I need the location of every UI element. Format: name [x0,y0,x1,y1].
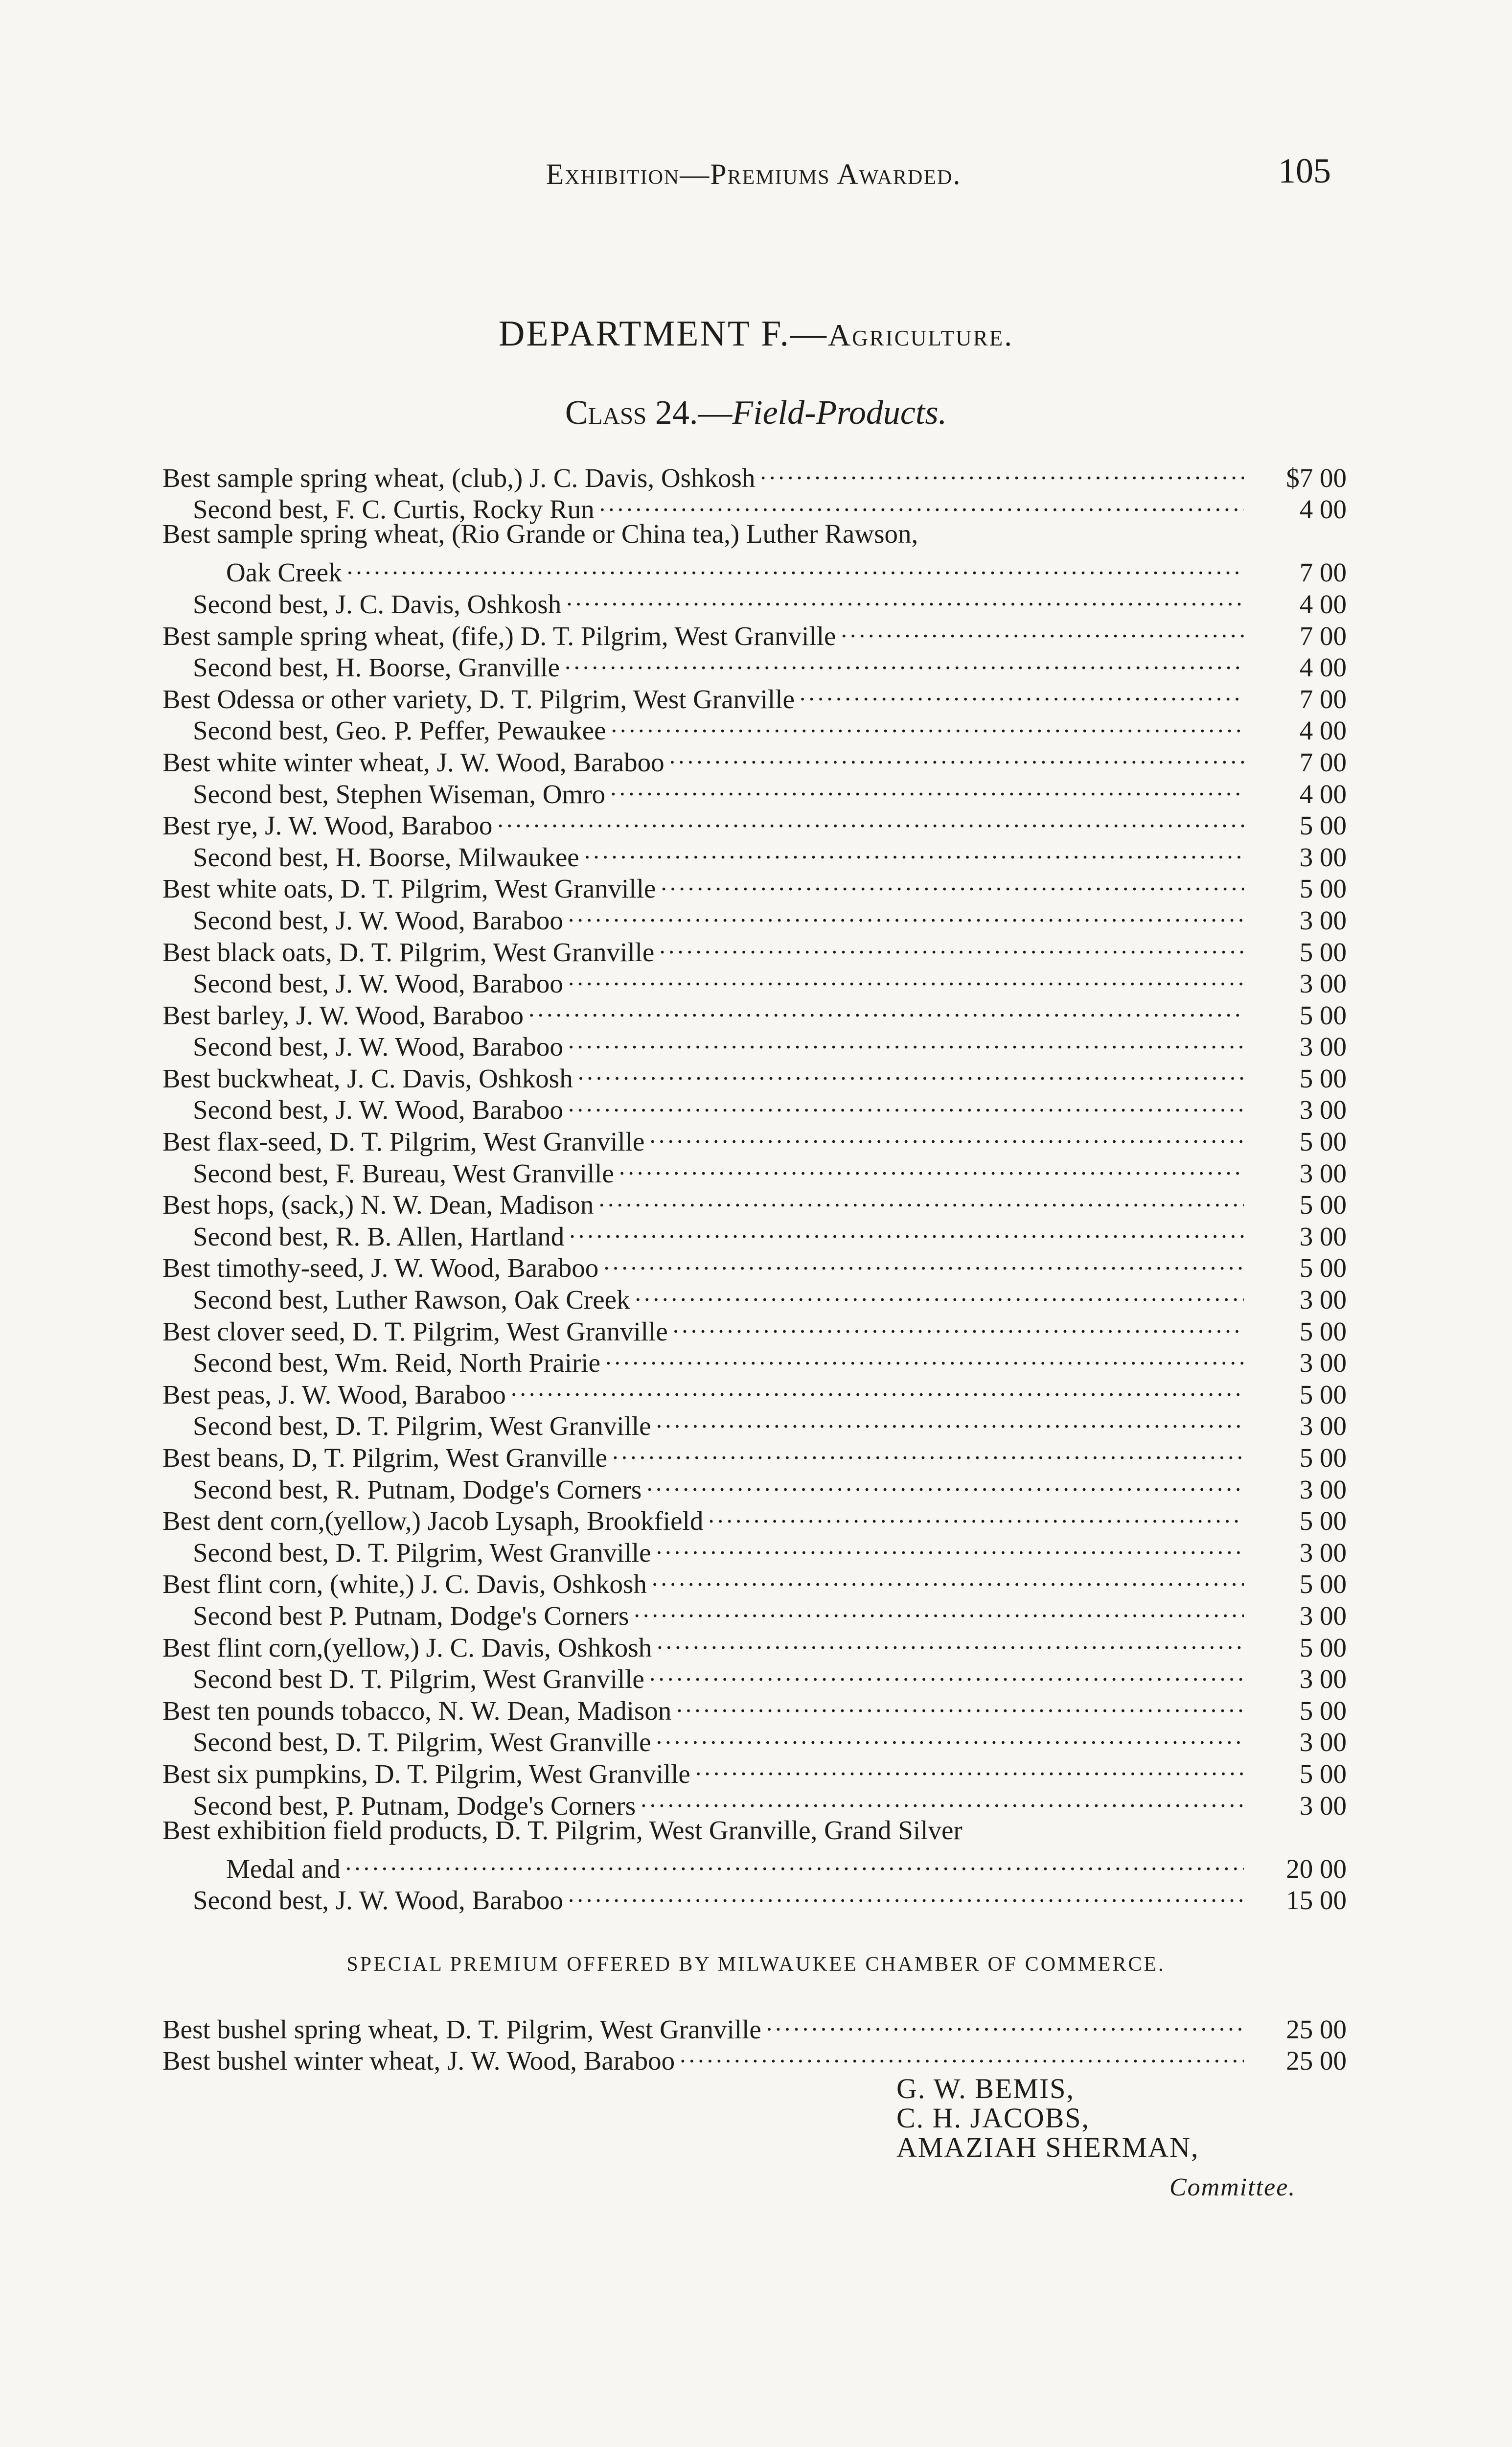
dot-leader [568,1024,1244,1056]
premium-entry [162,898,1347,935]
premium-entry [162,1878,1347,1916]
premium-entry [162,1657,1347,1694]
entry-text: Second best, J. W. Wood, Baraboo [193,969,563,999]
dot-leader [497,803,1244,835]
dot-leader [673,1309,1244,1340]
committee-member: C. H. JACOBS, [896,2102,1090,2134]
premium-entry [162,929,1347,967]
entry-amount: 20 00 [1286,1853,1347,1884]
premium-entry [162,1783,1347,1821]
dot-leader [656,1404,1244,1435]
dot-leader [634,1593,1244,1625]
premium-entry [162,1467,1347,1504]
entry-text: Second best, H. Boorse, Milwaukee [193,842,579,872]
premium-entry [162,803,1347,841]
entry-amount: 15 00 [1286,1885,1347,1916]
premium-entry [162,1815,1347,1847]
entry-amount: 4 00 [1299,779,1347,809]
entry-text: Best dent corn,(yellow,) Jacob Lysaph, Brookfield [162,1506,704,1536]
premium-entry [162,1340,1347,1378]
dot-leader [568,898,1244,929]
entry-text: Best sample spring wheat, (club,) J. C. Davis, Oshkosh [162,462,756,493]
entry-text: Best bushel spring wheat, D. T. Pilgrim, West Granville [162,2014,761,2044]
entry-amount: 4 00 [1299,716,1347,746]
entry-amount: 3 00 [1299,842,1347,872]
dot-leader [646,1467,1244,1499]
dot-leader [659,929,1244,961]
dot-leader [841,613,1244,645]
class-title [0,393,1512,433]
entry-amount: 5 00 [1299,1443,1347,1473]
entry-text: Second best, J. W. Wood, Baraboo [193,905,563,935]
entry-text: Second best, Luther Rawson, Oak Creek [193,1285,630,1315]
premium-entry [162,676,1347,714]
entry-text: Best six pumpkins, D. T. Pilgrim, West Granville [162,1758,690,1789]
premium-entry [162,1499,1347,1536]
premium-entry [162,2038,1347,2076]
entry-amount: 5 00 [1299,1000,1347,1030]
entry-text: Best sample spring wheat, (Rio Grande or China tea,) Luther Rawson, [162,519,918,549]
premium-entry [162,739,1347,777]
dot-leader [610,771,1244,803]
entry-amount: 5 00 [1299,1506,1347,1536]
dot-leader [611,708,1244,740]
entry-amount: 5 00 [1299,1569,1347,1599]
entry-text: Best sample spring wheat, (fife,) D. T. Pilgrim, West Granville [162,621,836,651]
entry-text: Second best, R. Putnam, Dodge's Corners [193,1474,642,1504]
entry-text: Best peas, J. W. Wood, Baraboo [162,1379,506,1409]
dot-leader [603,1246,1244,1277]
premium-entry [162,1056,1347,1093]
dot-leader [635,1277,1244,1309]
premium-entry [162,1688,1347,1726]
entry-amount: 4 00 [1299,589,1347,619]
premium-entry [162,487,1347,525]
dot-leader [676,1688,1244,1720]
entry-amount: 5 00 [1299,1632,1347,1662]
entry-text: Best ten pounds tobacco, N. W. Dean, Madison [162,1695,672,1726]
premium-entry [162,834,1347,872]
entry-amount: 3 00 [1299,1348,1347,1378]
entry-text: Second best, J. C. Davis, Oshkosh [193,589,562,619]
dot-leader [612,1435,1244,1467]
entry-text: Best barley, J. W. Wood, Baraboo [162,1000,524,1030]
entry-amount: 3 00 [1299,1790,1347,1821]
dot-leader [695,1751,1244,1783]
entry-text: Best hops, (sack,) N. W. Dean, Madison [162,1190,594,1220]
dot-leader [598,1182,1244,1214]
entry-amount: 3 00 [1299,1474,1347,1504]
entry-amount: 7 00 [1299,747,1347,777]
entry-amount: 3 00 [1299,1537,1347,1568]
entry-amount: 3 00 [1299,1411,1347,1441]
special-premium-list [162,2007,1347,2076]
dot-leader [511,1372,1244,1404]
premium-entry [162,518,1347,550]
premium-entry [162,866,1347,904]
committee-label: Committee. [1169,2173,1296,2201]
entry-amount: 5 00 [1299,1379,1347,1409]
entry-amount: 5 00 [1299,1316,1347,1346]
premium-entry [162,1309,1347,1346]
entry-text: Second best, J. W. Wood, Baraboo [193,1885,563,1916]
dot-leader [656,1720,1244,1752]
special-premium-heading: SPECIAL PREMIUM OFFERED BY MILWAUKEE CHAMBER OF COMMERCE. [346,1953,1166,1976]
entry-text: Second best, D. T. Pilgrim, West Granville [193,1727,651,1757]
dot-leader [566,581,1244,613]
entry-text: Second best, J. W. Wood, Baraboo [193,1095,563,1125]
entry-text: Best rye, J. W. Wood, Baraboo [162,810,493,841]
entry-text: Second best, D. T. Pilgrim, West Granville [193,1537,651,1568]
entry-amount: 7 00 [1299,621,1347,651]
dot-leader [619,1151,1244,1182]
entry-text: Best flint corn,(yellow,) J. C. Davis, Oshkosh [162,1632,652,1662]
entry-text: Second best, H. Boorse, Granville [193,652,560,683]
class-name: Field-Products. [732,394,947,432]
entry-text: Best black oats, D. T. Pilgrim, West Granville [162,937,655,967]
premium-entry [162,1846,1347,1884]
premium-entry [162,1214,1347,1251]
entry-text: Second best, D. T. Pilgrim, West Granville [193,1411,651,1441]
dot-leader [568,961,1244,993]
entry-amount: 5 00 [1299,874,1347,904]
class-label: Class 24.— [565,394,733,432]
entry-amount: 7 00 [1299,557,1347,588]
entry-text: Second best, Stephen Wiseman, Omro [193,779,606,809]
dot-leader [669,739,1244,771]
dot-leader [345,1846,1244,1878]
premium-entry [162,1751,1347,1789]
entry-text: Best clover seed, D. T. Pilgrim, West Granville [162,1316,668,1346]
running-head: Exhibition—Premiums Awarded. [546,158,962,190]
entry-amount: 3 00 [1299,969,1347,999]
entry-amount: 3 00 [1299,1600,1347,1631]
entry-amount: 5 00 [1299,937,1347,967]
premium-entry [162,1151,1347,1188]
premium-entry [162,961,1347,999]
entry-amount: 3 00 [1299,1095,1347,1125]
entry-text: Second best, F. Bureau, West Granville [193,1158,614,1188]
entry-text: Best white oats, D. T. Pilgrim, West Granville [162,874,656,904]
committee-member: AMAZIAH SHERMAN, [896,2131,1199,2163]
entry-text: Best buckwheat, J. C. Davis, Oshkosh [162,1063,573,1093]
dot-leader [766,2007,1244,2038]
entry-amount: 5 00 [1299,810,1347,841]
dot-leader [569,1214,1244,1246]
premium-entry [162,1119,1347,1157]
committee-member: G. W. BEMIS, [896,2073,1075,2104]
entry-text: Best flax-seed, D. T. Pilgrim, West Granville [162,1127,645,1157]
premium-entry [162,1625,1347,1662]
entry-text: Second best, Geo. P. Peffer, Pewaukee [193,716,606,746]
premium-entry [162,613,1347,651]
entry-amount: 5 00 [1299,1063,1347,1093]
entry-amount: 3 00 [1299,1221,1347,1251]
entry-text: Best flint corn, (white,) J. C. Davis, Oshkosh [162,1569,647,1599]
dot-leader [605,1340,1244,1372]
premium-entry [162,1277,1347,1315]
entry-amount: 5 00 [1299,1127,1347,1157]
entry-text: Best exhibition field products, D. T. Pilgrim, West Granville, Grand Silver [162,1815,962,1845]
premium-entry [162,1435,1347,1473]
entry-text: Best Odessa or other variety, D. T. Pilgrim, West Granville [162,684,795,714]
entry-amount: 5 00 [1299,1758,1347,1789]
entry-text: Best bushel winter wheat, J. W. Wood, Baraboo [162,2046,675,2076]
dot-leader [584,834,1244,866]
department-label: DEPARTMENT F.— [498,314,828,354]
premium-entry [162,1593,1347,1631]
dot-leader [649,1657,1244,1688]
entry-amount: 4 00 [1299,652,1347,683]
entry-amount: 25 00 [1286,2014,1347,2044]
premium-entry [162,993,1347,1030]
dot-leader [661,866,1244,898]
premium-entry [162,455,1347,493]
dot-leader [568,1878,1244,1910]
entry-amount: 4 00 [1299,494,1347,525]
premium-entry [162,1720,1347,1757]
dot-leader [649,1119,1244,1151]
entry-text: Best timothy-seed, J. W. Wood, Baraboo [162,1253,599,1283]
premium-entry [162,1246,1347,1283]
committee-signers [896,2074,1199,2162]
page-number: 105 [1278,151,1331,190]
entry-amount: 5 00 [1299,1253,1347,1283]
entry-amount: 3 00 [1299,1158,1347,1188]
premium-entry [162,1087,1347,1125]
entry-amount: 3 00 [1299,1727,1347,1757]
entry-text: Second best, R. B. Allen, Hartland [193,1221,565,1251]
entry-text: Second best P. Putnam, Dodge's Corners [193,1600,629,1631]
entry-text: Second best D. T. Pilgrim, West Granville [193,1664,644,1694]
premium-entry [162,708,1347,746]
dot-leader [641,1783,1244,1815]
premium-entry [162,1530,1347,1568]
dot-leader [800,676,1244,708]
entry-text: Second best, F. C. Curtis, Rocky Run [193,494,595,525]
dot-leader [760,455,1244,487]
dot-leader [652,1562,1244,1593]
premium-entry [162,1562,1347,1599]
entry-amount: 5 00 [1299,1190,1347,1220]
premium-entry [162,1372,1347,1409]
premium-entry [162,581,1347,619]
entry-text: Best beans, D, T. Pilgrim, West Granville [162,1443,608,1473]
premium-entry [162,2007,1347,2044]
entry-text: Second best, Wm. Reid, North Prairie [193,1348,601,1378]
premium-entry [162,1404,1347,1441]
dot-leader [657,1625,1244,1657]
premium-entry [162,771,1347,809]
dot-leader [578,1056,1244,1087]
department-name: Agriculture. [828,318,1014,352]
entry-amount: 3 00 [1299,1032,1347,1062]
dot-leader [565,645,1244,677]
dot-leader [708,1499,1244,1530]
entry-amount: $7 00 [1286,462,1347,493]
entry-text: Second best, J. W. Wood, Baraboo [193,1032,563,1062]
premium-list [162,455,1347,1916]
dot-leader [568,1087,1244,1119]
dot-leader [680,2038,1244,2070]
dot-leader [528,993,1244,1024]
dot-leader [347,550,1244,582]
entry-amount: 25 00 [1286,2046,1347,2076]
dot-leader [656,1530,1244,1562]
premium-entry [162,1024,1347,1062]
dot-leader [599,487,1244,519]
premium-entry [162,1182,1347,1220]
entry-text: Medal and [226,1853,341,1884]
premium-entry [162,550,1347,588]
entry-text: Best white winter wheat, J. W. Wood, Baraboo [162,747,664,777]
entry-text: Oak Creek [226,557,342,588]
entry-amount: 5 00 [1299,1695,1347,1726]
premium-entry [162,645,1347,683]
entry-amount: 7 00 [1299,684,1347,714]
entry-amount: 3 00 [1299,1285,1347,1315]
entry-amount: 3 00 [1299,905,1347,935]
entry-text: Second best, P. Putnam, Dodge's Corners [193,1790,636,1821]
department-title [0,313,1512,355]
entry-amount: 3 00 [1299,1664,1347,1694]
